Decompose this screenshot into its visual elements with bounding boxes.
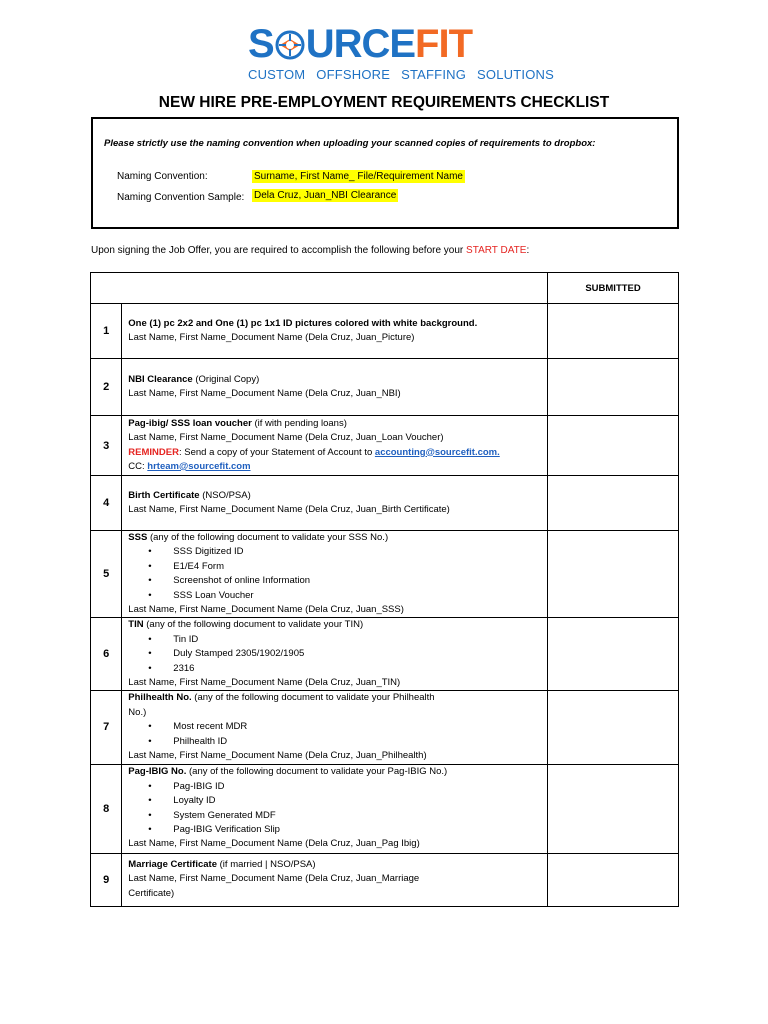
intro-line: Upon signing the Job Offer, you are required to accomplish the following before your START DATE:	[91, 245, 530, 256]
row-number: 3	[91, 416, 122, 476]
submitted-cell[interactable]	[548, 764, 679, 853]
row-number: 4	[91, 476, 122, 531]
row-description: Pag-ibig/ SSS loan voucher (if with pending loans) Last Name, First Name_Document Name (Dela Cruz, Juan_Loan Voucher) REMINDER: Send a copy of your Statement of Account to accounting@sourcefit.com. CC: hrteam@sourcefit.com	[122, 416, 548, 476]
pagibig-document-list	[128, 780, 541, 838]
naming-convention-value: Surname, First Name_ File/Requirement Name	[254, 171, 463, 182]
table-row	[91, 416, 679, 476]
list-item: • System Generated MDF	[128, 809, 541, 823]
row-number: 2	[91, 359, 122, 416]
sss-document-list	[128, 545, 541, 603]
row-description: One (1) pc 2x2 and One (1) pc 1x1 ID pictures colored with white background. Last Name, First Name_Document Name (Dela Cruz, Juan_Picture)	[122, 304, 548, 359]
row-description: Pag-IBIG No. (any of the following document to validate your Pag-IBIG No.) • Pag-IBIG ID • Loyalty ID • System Generated MDF • Pag-IBIG Verification Slip Last Name, First Name_Document Name (Dela Cruz, Juan_Pag Ibig)	[122, 764, 548, 853]
row-description: Birth Certificate (NSO/PSA) Last Name, First Name_Document Name (Dela Cruz, Juan_Birth Certificate)	[122, 476, 548, 531]
row-number: 1	[91, 304, 122, 359]
reminder-label: REMINDER	[128, 446, 179, 458]
table-row	[91, 691, 679, 764]
list-item: • Loyalty ID	[128, 794, 541, 808]
globe-icon	[275, 30, 305, 60]
table-row	[91, 764, 679, 853]
table-row	[91, 359, 679, 416]
naming-sample-value: Dela Cruz, Juan_NBI Clearance	[254, 190, 397, 201]
logo-tagline: CUSTOM OFFSHORE STAFFING SOLUTIONS	[248, 67, 554, 82]
row-description: SSS (any of the following document to validate your SSS No.) • SSS Digitized ID • E1/E4 Form • Screenshot of online Information • SSS Loan Voucher Last Name, First Name_Document Name (Dela Cruz, Juan_SSS)	[122, 531, 548, 618]
hrteam-email-link[interactable]: hrteam@sourcefit.com	[147, 460, 251, 472]
page-title: NEW HIRE PRE-EMPLOYMENT REQUIREMENTS CHECKLIST	[158, 94, 610, 111]
accounting-email-link[interactable]: accounting@sourcefit.com.	[374, 446, 500, 458]
naming-intro: Please strictly use the naming convention when uploading your scanned copies of requirements to dropbox:	[104, 138, 596, 149]
submitted-cell[interactable]	[548, 359, 679, 416]
row-number: 6	[91, 618, 122, 691]
naming-convention-box	[91, 117, 679, 229]
list-item: • E1/E4 Form	[128, 560, 541, 574]
row-description: TIN (any of the following document to validate your TIN) • Tin ID • Duly Stamped 2305/1902/1905 • 2316 Last Name, First Name_Document Name (Dela Cruz, Juan_TIN)	[122, 618, 548, 691]
list-item: • Duly Stamped 2305/1902/1905	[128, 647, 541, 661]
table-header-row	[91, 273, 679, 304]
list-item: • 2316	[128, 662, 541, 676]
list-item: • Pag-IBIG ID	[128, 780, 541, 794]
list-item: • Most recent MDR	[128, 720, 541, 734]
list-item: • Tin ID	[128, 633, 541, 647]
submitted-cell[interactable]	[548, 853, 679, 906]
naming-convention-label: Naming Convention:	[117, 171, 208, 182]
list-item: • SSS Loan Voucher	[128, 589, 541, 603]
philhealth-document-list	[128, 720, 541, 749]
table-row	[91, 853, 679, 906]
row-description: Marriage Certificate (if married | NSO/PSA) Last Name, First Name_Document Name (Dela Cruz, Juan_Marriage Certificate)	[122, 853, 548, 906]
row-number: 7	[91, 691, 122, 764]
logo-wordmark: S URCEFIT	[248, 22, 473, 66]
row-number: 8	[91, 764, 122, 853]
submitted-cell[interactable]	[548, 416, 679, 476]
submitted-cell[interactable]	[548, 618, 679, 691]
row-number: 5	[91, 531, 122, 618]
row-description: NBI Clearance (Original Copy) Last Name, First Name_Document Name (Dela Cruz, Juan_NBI)	[122, 359, 548, 416]
table-row	[91, 531, 679, 618]
submitted-cell[interactable]	[548, 531, 679, 618]
tin-document-list	[128, 633, 541, 676]
requirements-table	[90, 272, 679, 907]
header-blank-cell	[91, 273, 548, 304]
table-row	[91, 304, 679, 359]
table-row	[91, 476, 679, 531]
naming-sample-label: Naming Convention Sample:	[117, 192, 245, 203]
row-number: 9	[91, 853, 122, 906]
list-item: • SSS Digitized ID	[128, 545, 541, 559]
submitted-header: SUBMITTED	[548, 273, 679, 304]
list-item: • Pag-IBIG Verification Slip	[128, 823, 541, 837]
row-description: Philhealth No. (any of the following document to validate your Philhealth No.) • Most recent MDR • Philhealth ID Last Name, First Name_Document Name (Dela Cruz, Juan_Philhealth)	[122, 691, 548, 764]
submitted-cell[interactable]	[548, 476, 679, 531]
submitted-cell[interactable]	[548, 304, 679, 359]
table-row	[91, 618, 679, 691]
start-date-emphasis: START DATE	[466, 245, 527, 256]
list-item: • Screenshot of online Information	[128, 574, 541, 588]
sourcefit-logo	[248, 22, 554, 84]
submitted-cell[interactable]	[548, 691, 679, 764]
list-item: • Philhealth ID	[128, 735, 541, 749]
